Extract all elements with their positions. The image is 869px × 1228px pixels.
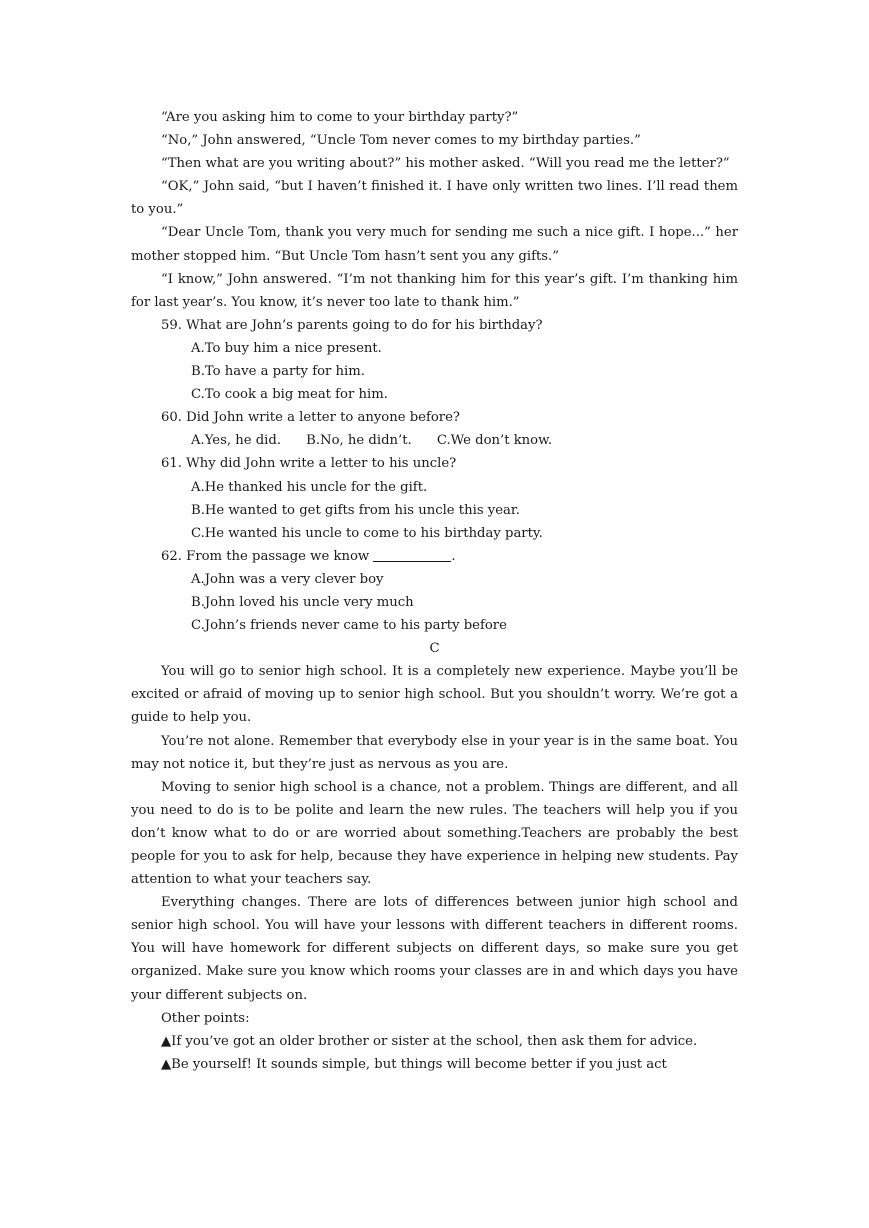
option-b: B.He wanted to get gifts from his uncle this year. <box>191 502 520 518</box>
dialogue-line: “Are you asking him to come to your birthday party?” <box>161 110 519 125</box>
passage-paragraph: You’re not alone. Remember that everybody else in your year is in the same boat. You may not notice it, but they’re just as nervous as you are. <box>131 733 738 772</box>
option-row <box>131 429 738 452</box>
passage-paragraph: Moving to senior high school is a chance, not a problem. Things are different, and all you need to do is to be polite and learn the new rules. The teachers will help you if you don’t know what to do or are worried about something.Teachers are probably the best people for you to ask for help, because they have experience in helping new students. Pay attention to what your teachers say. <box>131 779 738 888</box>
passage-paragraph: Other points: <box>161 1010 250 1026</box>
question-stem: 62. From the passage we know <box>161 548 370 564</box>
dialogue-line: “No,” John answered, “Uncle Tom never comes to my birthday parties.” <box>161 133 641 149</box>
question-62 <box>131 545 738 637</box>
question-61 <box>131 452 738 544</box>
question-59 <box>131 314 738 406</box>
option-a: A.Yes, he did. <box>191 433 282 449</box>
dialogue-line: “Dear Uncle Tom, thank you very much for sending me such a nice gift. I hope...” her mother stopped him. “But Uncle Tom hasn’t sent you any gifts.” <box>131 225 738 264</box>
dialogue-line: “Then what are you writing about?” his mother asked. “Will you read me the letter?” <box>161 156 730 172</box>
option-c: C.He wanted his uncle to come to his birthday party. <box>191 525 543 541</box>
passage-bullet: ▲If you’ve got an older brother or sister at the school, then ask them for advice. <box>161 1033 698 1049</box>
option-c: C.To cook a big meat for him. <box>191 387 388 403</box>
option-b: B.No, he didn’t. <box>306 433 412 449</box>
option-b: B.John loved his uncle very much <box>191 594 414 610</box>
passage-bullet: ▲Be yourself! It sounds simple, but things will become better if you just act <box>161 1056 667 1072</box>
answer-blank <box>373 547 451 562</box>
document-page <box>131 106 738 1076</box>
question-stem-line <box>131 545 738 568</box>
dialogue-line: “I know,” John answered. “I’m not thanking him for this year’s gift. I’m thanking him for last year’s. You know, it’s never too late to thank him.” <box>131 271 738 310</box>
option-a: A.John was a very clever boy <box>191 571 384 587</box>
option-a: A.He thanked his uncle for the gift. <box>191 479 428 495</box>
section-heading: C <box>429 641 440 657</box>
passage-paragraph: Everything changes. There are lots of differences between junior high school and senior high school. You will have your lessons with different teachers in different rooms. You will have homework for different subjects on different days, so make sure you get organized. Make sure you know which rooms your classes are in and which days you have your different subjects on. <box>131 895 738 1003</box>
question-stem: 60. Did John write a letter to anyone before? <box>161 410 460 426</box>
option-b: B.To have a party for him. <box>191 364 365 380</box>
dialogue-line: “OK,” John said, “but I haven’t finished it. I have only written two lines. I’ll read them to you.” <box>131 179 738 218</box>
option-c: C.John’s friends never came to his party before <box>191 618 507 634</box>
question-stem: 59. What are John’s parents going to do for his birthday? <box>161 317 543 333</box>
question-60 <box>131 406 738 452</box>
question-stem-end: . <box>451 548 456 564</box>
passage-paragraph: You will go to senior high school. It is a completely new experience. Maybe you’ll be excited or afraid of moving up to senior high school. But you shouldn’t worry. We’re got a guide to help you. <box>131 664 738 726</box>
option-c: C.We don’t know. <box>436 433 553 449</box>
option-a: A.To buy him a nice present. <box>191 340 382 356</box>
question-stem: 61. Why did John write a letter to his uncle? <box>161 456 457 472</box>
